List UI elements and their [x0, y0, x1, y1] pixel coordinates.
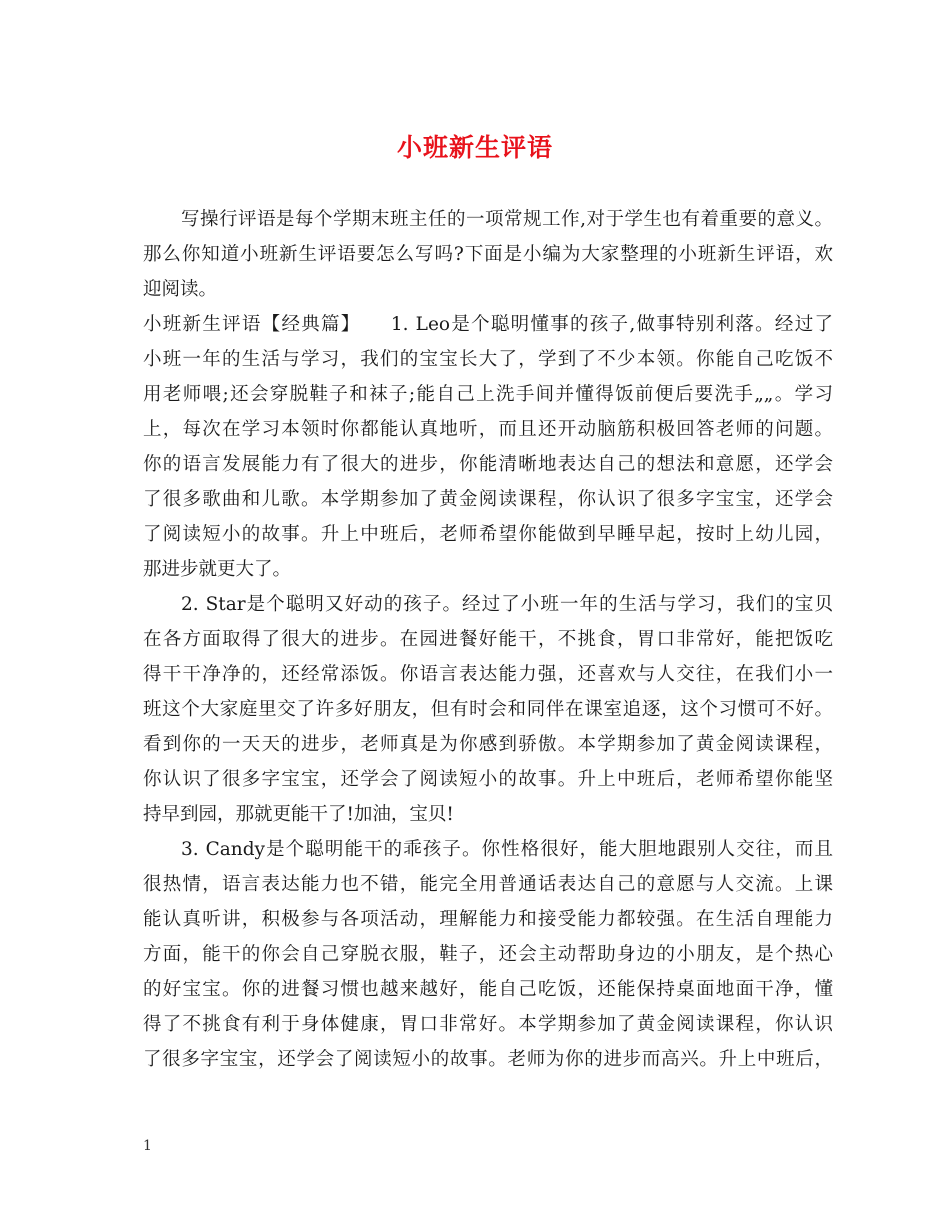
- paragraph-line: 迎阅读。: [143, 279, 218, 300]
- paragraph-line: 很热情，语言表达能力也不错，能完全用普通话表达自己的意愿与人交流。上课: [143, 874, 833, 895]
- paragraph-line: 了很多歌曲和儿歌。本学期参加了黄金阅读课程，你认识了很多字宝宝，还学会: [143, 489, 833, 510]
- paragraph-line: 你认识了很多字宝宝，还学会了阅读短小的故事。升上中班后，老师希望你能坚: [143, 769, 833, 790]
- paragraph-line: 3. Candy是个聪明能干的乖孩子。你性格很好，能大胆地跟别人交往，而且: [181, 839, 833, 860]
- paragraph-line: 得了不挑食有利于身体健康，胃口非常好。本学期参加了黄金阅读课程，你认识: [143, 1014, 833, 1035]
- paragraph-line: 在各方面取得了很大的进步。在园进餐好能干，不挑食，胃口非常好，能把饭吃: [143, 629, 833, 650]
- paragraph-line: 上，每次在学习本领时你都能认真地听，而且还开动脑筋积极回答老师的问题。: [143, 419, 833, 440]
- paragraph-line: 用老师喂;还会穿脱鞋子和袜子;能自己上洗手间并懂得饭前便后要洗手„„。学习: [143, 384, 833, 405]
- page-number: 1: [143, 1138, 152, 1154]
- paragraph-line: 得干干净净的，还经常添饭。你语言表达能力强，还喜欢与人交往，在我们小一: [143, 664, 833, 685]
- paragraph-line: 能认真听讲，积极参与各项活动，理解能力和接受能力都较强。在生活自理能力: [143, 909, 833, 930]
- paragraph-line: 2. Star是个聪明又好动的孩子。经过了小班一年的生活与学习，我们的宝贝: [181, 594, 833, 615]
- paragraph-line: 小班新生评语【经典篇】 1. Leo是个聪明懂事的孩子,做事特别利落。经过了: [143, 314, 833, 335]
- paragraph-line: 那么你知道小班新生评语要怎么写吗?下面是小编为大家整理的小班新生评语，欢: [143, 244, 833, 265]
- paragraph-line: 班这个大家庭里交了许多好朋友，但有时会和同伴在课室追逐，这个习惯可不好。: [143, 699, 833, 720]
- paragraph-line: 了很多字宝宝，还学会了阅读短小的故事。老师为你的进步而高兴。升上中班后，: [143, 1049, 833, 1070]
- paragraph-line: 了阅读短小的故事。升上中班后，老师希望你能做到早睡早起，按时上幼儿园，: [143, 524, 833, 545]
- paragraph-line: 方面，能干的你会自己穿脱衣服，鞋子，还会主动帮助身边的小朋友，是个热心: [143, 944, 833, 965]
- paragraph-line: 持早到园，那就更能干了!加油，宝贝!: [143, 804, 454, 825]
- paragraph-line: 写操行评语是每个学期末班主任的一项常规工作,对于学生也有着重要的意义。: [181, 209, 833, 230]
- paragraph-line: 小班一年的生活与学习，我们的宝宝长大了，学到了不少本领。你能自己吃饭不: [143, 349, 833, 370]
- paragraph-line: 你的语言发展能力有了很大的进步，你能清晰地表达自己的想法和意愿，还学会: [143, 454, 833, 475]
- paragraph-line: 的好宝宝。你的进餐习惯也越来越好，能自己吃饭，还能保持桌面地面干净，懂: [143, 979, 833, 1000]
- document-title: 小班新生评语: [396, 133, 553, 162]
- paragraph-line: 看到你的一天天的进步，老师真是为你感到骄傲。本学期参加了黄金阅读课程，: [143, 734, 833, 755]
- paragraph-line: 那进步就更大了。: [143, 559, 292, 580]
